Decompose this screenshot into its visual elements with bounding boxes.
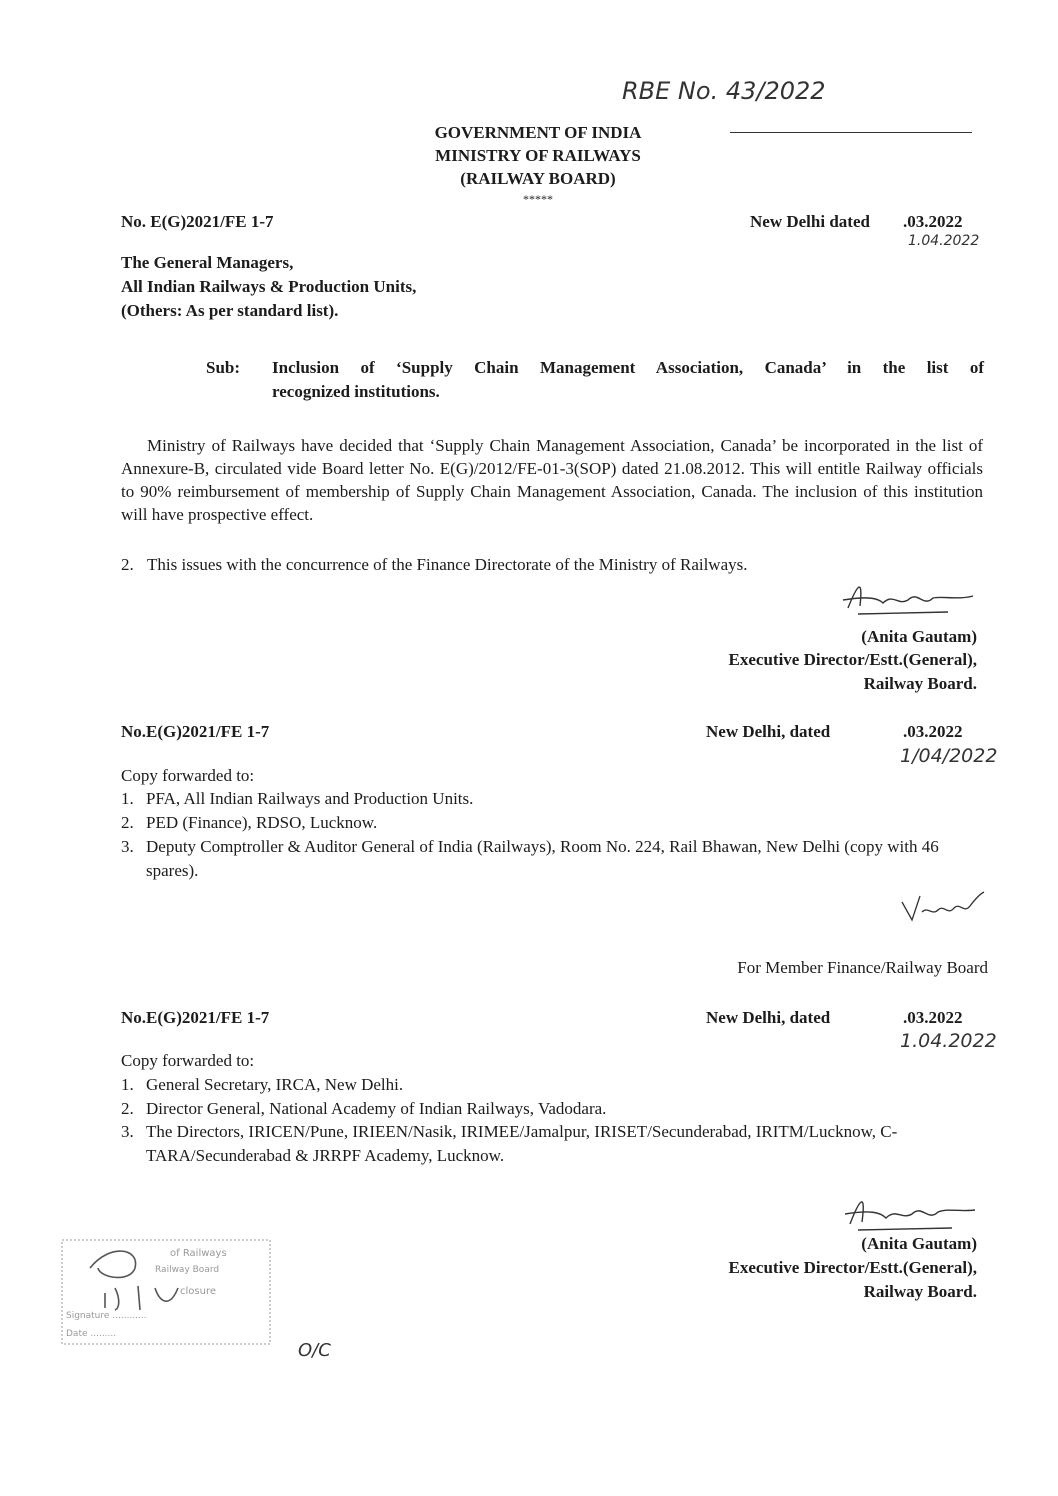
copy1-intro: Copy forwarded to: xyxy=(121,766,255,785)
signatory-office: Railway Board. xyxy=(863,674,977,693)
handwritten-date-2: 1/04/2022 xyxy=(900,745,998,767)
copy1-place-dated: New Delhi, dated xyxy=(706,722,831,741)
signatory-designation: Executive Director/Estt.(General), xyxy=(728,650,977,669)
handwritten-oc-note: O/C xyxy=(298,1340,331,1361)
copy2-place-dated: New Delhi, dated xyxy=(706,1008,831,1027)
svg-text:Railway Board: Railway Board xyxy=(155,1265,220,1275)
header-board: (RAILWAY BOARD) xyxy=(460,169,616,188)
signatory-name: (Anita Gautam) xyxy=(861,1234,977,1253)
copy1-signatory: For Member Finance/Railway Board xyxy=(737,958,988,977)
header-government: GOVERNMENT OF INDIA xyxy=(434,123,642,142)
item-number: 3. xyxy=(121,1122,134,1141)
copy2-item xyxy=(121,1073,403,1097)
copy2-item xyxy=(121,1097,606,1121)
copy2-ref-no: No.E(G)2021/FE 1-7 xyxy=(121,1008,270,1027)
addressee-line: The General Managers, xyxy=(121,253,294,272)
letter-date: .03.2022 xyxy=(903,212,963,231)
subject-label: Sub: xyxy=(206,358,241,377)
handwritten-rbe-number: RBE No. 43/2022 xyxy=(622,77,826,105)
signature-anita-gautam xyxy=(838,578,978,618)
copy2-item xyxy=(121,1120,906,1167)
handwritten-date-3: 1.04.2022 xyxy=(900,1030,997,1052)
item-text: PFA, All Indian Railways and Production Units. xyxy=(146,789,474,808)
item-number: 1. xyxy=(121,1075,134,1094)
signatory-name: (Anita Gautam) xyxy=(861,627,977,646)
signatory-office: Railway Board. xyxy=(863,1282,977,1301)
header-ministry: MINISTRY OF RAILWAYS xyxy=(435,146,641,165)
signature-anita-gautam xyxy=(840,1190,980,1234)
subject-line: recognized institutions. xyxy=(272,382,440,401)
item-text: Director General, National Academy of Indian Railways, Vadodara. xyxy=(146,1099,607,1118)
copy1-item xyxy=(121,835,966,882)
paragraph-2-number: 2. xyxy=(121,555,134,574)
header-stars: ***** xyxy=(523,192,553,206)
signature-member-finance xyxy=(898,888,988,924)
svg-text:of Railways: of Railways xyxy=(170,1248,227,1259)
letter-place-dated: New Delhi dated xyxy=(750,212,870,231)
copy1-ref-no: No.E(G)2021/FE 1-7 xyxy=(121,722,270,741)
item-text: PED (Finance), RDSO, Lucknow. xyxy=(146,813,378,832)
receipt-stamp xyxy=(60,1238,274,1348)
copy2-intro: Copy forwarded to: xyxy=(121,1051,255,1070)
item-number: 2. xyxy=(121,1099,134,1118)
item-number: 2. xyxy=(121,813,134,832)
body-paragraph-1: Ministry of Railways have decided that ‘Supply Chain Management Association, Canada’ be incorporated in the list of Annexure-B, circulated vide Board letter No. E(G)/2012/FE-01-3(SOP) dated 21.08.2012. This will entitle Railway officials to 90% reimbursement of membership of Supply Chain Management Association, Canada. The inclusion of this institution will have prospective effect. xyxy=(121,436,983,524)
svg-text:Date .........: Date ......... xyxy=(66,1329,117,1339)
letter-ref-no: No. E(G)2021/FE 1-7 xyxy=(121,212,274,231)
subject-line: Inclusion of ‘Supply Chain Management Association, Canada’ in the list of xyxy=(272,358,984,377)
item-text: Deputy Comptroller & Auditor General of India (Railways), Room No. 224, Rail Bhawan, New Delhi (copy with 46 spares). xyxy=(146,837,939,880)
item-text: The Directors, IRICEN/Pune, IRIEEN/Nasik, IRIMEE/Jamalpur, IRISET/Secunderabad, IRITM/Lucknow, C-TARA/Secunderabad & JRRPF Academy, Lucknow. xyxy=(146,1122,898,1165)
svg-text:Signature ............: Signature ............ xyxy=(66,1311,147,1321)
copy1-date: .03.2022 xyxy=(903,722,963,741)
item-number: 1. xyxy=(121,789,134,808)
addressee-line: All Indian Railways & Production Units, xyxy=(121,277,417,296)
copy2-date: .03.2022 xyxy=(903,1008,963,1027)
handwritten-date-1: 1.04.2022 xyxy=(908,233,980,249)
body-paragraph-2: This issues with the concurrence of the Finance Directorate of the Ministry of Railways. xyxy=(147,555,748,574)
signatory-designation: Executive Director/Estt.(General), xyxy=(728,1258,977,1277)
copy1-item xyxy=(121,811,377,835)
item-number: 3. xyxy=(121,837,134,856)
item-text: General Secretary, IRCA, New Delhi. xyxy=(146,1075,404,1094)
addressee-line: (Others: As per standard list). xyxy=(121,301,339,320)
svg-text:closure: closure xyxy=(180,1286,216,1297)
copy1-item xyxy=(121,787,473,811)
